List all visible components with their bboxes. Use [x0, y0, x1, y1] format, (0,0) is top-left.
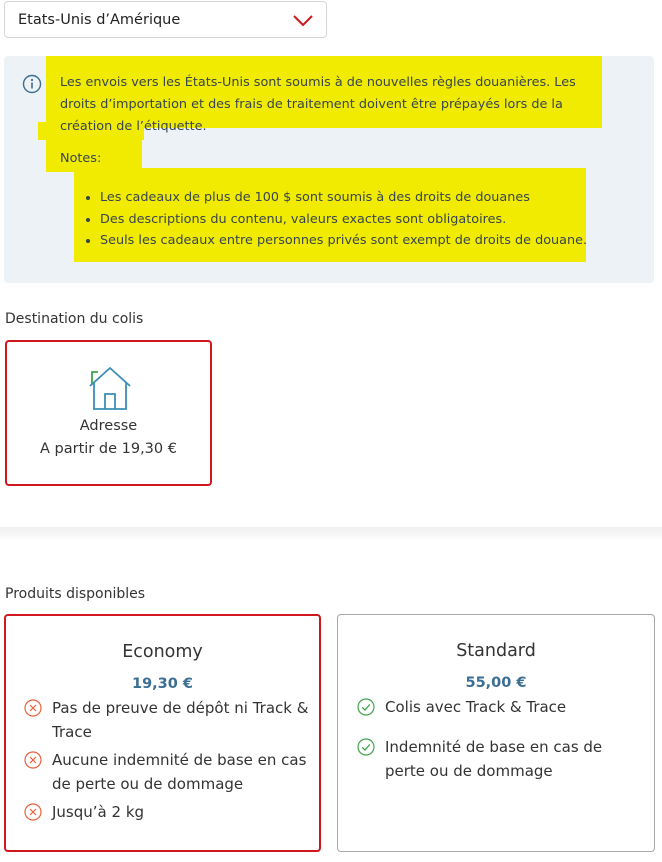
- country-select-value: Etats-Unis d’Amérique: [18, 12, 181, 28]
- products-section-title: Produits disponibles: [5, 586, 146, 602]
- section-divider: [0, 527, 662, 541]
- product-price: 55,00 €: [465, 675, 527, 691]
- notes-label: Notes:: [60, 151, 102, 166]
- product-feature: [24, 748, 309, 796]
- destination-option-price: A partir de 19,30 €: [40, 441, 177, 457]
- chevron-down-icon: [292, 12, 314, 28]
- x-circle-icon: [24, 699, 42, 717]
- destination-option-label: Adresse: [79, 418, 138, 434]
- feature-text: Colis avec Track & Trace: [385, 698, 567, 716]
- product-card-economy[interactable]: [4, 614, 321, 852]
- customs-info-panel: [4, 56, 654, 283]
- check-circle-icon: [357, 738, 375, 756]
- product-feature: [357, 695, 642, 719]
- info-icon: [22, 74, 42, 94]
- product-price: 19,30 €: [131, 676, 193, 692]
- x-circle-icon: [24, 803, 42, 821]
- note-item: • Les cadeaux de plus de 100 $ sont soumis à des droits de douanes: [100, 187, 587, 209]
- check-circle-icon: [357, 698, 375, 716]
- note-item: • Seuls les cadeaux entre personnes privés sont exempt de droits de douane.: [100, 230, 587, 252]
- feature-text: Jusqu’à 2 kg: [52, 803, 145, 821]
- country-select[interactable]: [4, 1, 327, 38]
- notes-list: [83, 187, 587, 252]
- feature-text: Aucune indemnité de base en cas de perte ou de dommage: [52, 751, 307, 793]
- house-icon: [88, 366, 132, 412]
- product-card-standard[interactable]: [337, 614, 655, 852]
- product-feature: [357, 735, 642, 783]
- customs-info-message: Les envois vers les États-Unis sont soumis à de nouvelles règles douanières. Les droits d’importation et des frais de traitement doivent être prépayés lors de la création de l’étiquette.: [60, 75, 576, 134]
- note-item: • Des descriptions du contenu, valeurs exactes sont obligatoires.: [100, 209, 587, 231]
- product-feature: [24, 800, 309, 824]
- product-feature: [24, 696, 309, 744]
- product-name: Economy: [122, 642, 203, 662]
- destination-option-address[interactable]: [5, 340, 212, 486]
- product-name: Standard: [456, 641, 536, 661]
- x-circle-icon: [24, 751, 42, 769]
- feature-text: Indemnité de base en cas de perte ou de dommage: [385, 738, 603, 780]
- destination-section-title: Destination du colis: [5, 311, 144, 327]
- feature-text: Pas de preuve de dépôt ni Track & Trace: [52, 699, 309, 741]
